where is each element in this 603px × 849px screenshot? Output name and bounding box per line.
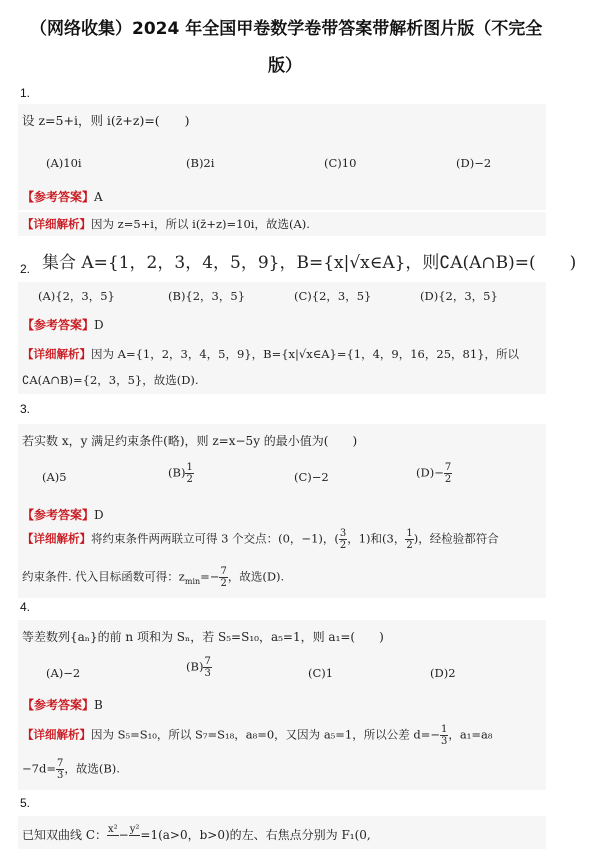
- fraction: [444, 462, 452, 485]
- fraction-numerator: 7: [444, 462, 452, 473]
- explain-text: 将约束条件两两联立可得 3 个交点：(0，−1)，(: [91, 531, 339, 546]
- question-4-explain: [22, 724, 493, 747]
- fraction: [405, 528, 413, 551]
- fraction-denominator: 3: [204, 668, 211, 679]
- question-1-option-a: (A)10i: [46, 156, 82, 170]
- question-4-answer: [22, 696, 103, 713]
- question-number-2: 2.: [20, 262, 31, 276]
- question-2-explain-cont: ∁A(A∩B)={2，3，5}，故选(D).: [22, 373, 199, 387]
- question-1-option-c: (C)10: [324, 156, 357, 170]
- explain-text: 因为 A={1，2，3，4，5，9}，B={x|√x∈A}={1，4，9，16，25，81}，所以: [91, 347, 519, 361]
- page-title-cont: 版）: [268, 56, 302, 76]
- fraction-denominator: 3: [56, 770, 64, 781]
- question-3-explain-cont: [22, 566, 284, 589]
- fraction-numerator: 1: [441, 724, 448, 735]
- stem-text: 已知双曲线 C：: [22, 828, 107, 842]
- question-1-explain-block: [18, 212, 546, 236]
- stem-text: −: [118, 828, 129, 842]
- answer-label: 【参考答案】: [22, 190, 95, 204]
- question-5-block: [18, 816, 546, 849]
- question-2-option-c: (C){2，3，5}: [294, 289, 372, 303]
- fraction-numerator: 7: [204, 656, 211, 667]
- question-3-stem: 若实数 x，y 满足约束条件(略)，则 z=x−5y 的最小值为( ): [22, 434, 358, 448]
- answer-value: D: [94, 318, 104, 332]
- answer-label: 【参考答案】: [22, 508, 95, 522]
- question-3-option-a: (A)5: [42, 470, 67, 484]
- question-1-option-d: (D)−2: [456, 156, 492, 170]
- explain-text: ，故选(B).: [64, 761, 120, 776]
- explain-text: ，故选(D).: [227, 569, 285, 584]
- question-4-explain-cont: [22, 758, 120, 781]
- explain-text: 因为 z=5+i，所以 i(z̄+z)=10i，故选(A).: [91, 217, 310, 231]
- fraction-denominator: 2: [220, 578, 227, 589]
- question-2-option-a: (A){2，3，5}: [38, 289, 115, 303]
- question-1-block: [18, 104, 546, 210]
- question-4-option-d: (D)2: [430, 666, 456, 680]
- option-label: (B): [186, 659, 204, 674]
- question-2-answer: [22, 316, 104, 333]
- explain-label: 【详细解析】: [22, 217, 91, 231]
- question-2-option-b: (B){2，3，5}: [168, 289, 246, 303]
- explain-label: 【详细解析】: [22, 347, 91, 361]
- subscript: min: [184, 576, 201, 586]
- fraction-numerator: 1: [406, 528, 413, 539]
- question-5-stem: [22, 824, 371, 847]
- answer-value: D: [94, 508, 104, 522]
- question-2-option-d: (D){2，3，5}: [420, 289, 498, 303]
- question-4-block: [18, 620, 546, 790]
- question-number-4: 4.: [20, 600, 31, 614]
- question-2-stem: 集合 A={1，2，3，4，5，9}，B={x|√x∈A}，则∁A(A∩B)=( ): [42, 253, 577, 273]
- fraction-numerator: 1: [186, 462, 193, 473]
- question-2-block: [18, 282, 546, 394]
- explain-text: 因为 S₅=S₁₀，所以 S₇=S₁₈，a₈=0，又因为 a₅=1，所以公差 d=−: [91, 727, 441, 742]
- answer-label: 【参考答案】: [22, 698, 95, 712]
- fraction: [203, 656, 211, 679]
- question-3-option-c: (C)−2: [294, 470, 329, 484]
- question-3-answer: [22, 506, 104, 523]
- explain-text: )，经检验都符合: [413, 531, 499, 546]
- fraction-numerator: 7: [56, 758, 64, 769]
- question-4-stem: 等差数列{aₙ}的前 n 项和为 Sₙ，若 S₅=S₁₀，a₅=1，则 a₁=( ): [22, 630, 384, 644]
- fraction-denominator: 3: [441, 736, 448, 747]
- question-1-option-b: (B)2i: [186, 156, 215, 170]
- fraction: [107, 824, 119, 847]
- question-3-explain: [22, 528, 499, 551]
- fraction: [185, 462, 193, 485]
- question-3-option-d: [416, 462, 452, 485]
- fraction-denominator: 2: [444, 474, 452, 485]
- fraction-denominator: 2: [406, 540, 413, 551]
- fraction-numerator: 3: [339, 528, 347, 539]
- stem-text: =1(a>0，b>0)的左、右焦点分别为 F₁(0,: [140, 828, 371, 842]
- question-number-5: 5.: [20, 796, 31, 810]
- question-number-3: 3.: [20, 402, 31, 416]
- question-4-option-b: [186, 656, 212, 679]
- fraction-denominator: 2: [186, 474, 193, 485]
- explain-label: 【详细解析】: [22, 727, 91, 742]
- question-4-option-c: (C)1: [308, 666, 334, 680]
- explain-text: 约束条件. 代入目标函数可得：z: [22, 569, 185, 584]
- fraction-numerator: y²: [129, 824, 140, 835]
- explain-text: ，a₁=a₈: [448, 727, 493, 742]
- question-1-answer: [22, 188, 103, 205]
- fraction: [339, 528, 347, 551]
- page-title: （网络收集）2024 年全国甲卷数学卷带答案带解析图片版（不完全: [30, 19, 543, 39]
- explain-text: ，1)和(3，: [347, 531, 406, 546]
- question-2-explain: [22, 346, 519, 362]
- explain-text: −7d=: [22, 761, 56, 776]
- question-4-option-a: (A)−2: [46, 666, 81, 680]
- option-label: (D)−: [416, 465, 444, 480]
- fraction: [219, 566, 227, 589]
- question-3-option-b: [168, 462, 194, 485]
- fraction-numerator: 7: [220, 566, 227, 577]
- answer-label: 【参考答案】: [22, 318, 95, 332]
- answer-value: B: [94, 698, 103, 712]
- fraction: [129, 824, 141, 847]
- question-number-1: 1.: [20, 86, 31, 100]
- answer-value: A: [94, 190, 103, 204]
- explain-label: 【详细解析】: [22, 531, 91, 546]
- question-3-block: [18, 424, 546, 598]
- fraction-numerator: x²: [108, 824, 118, 835]
- explain-text: =−: [200, 569, 220, 584]
- question-1-explain: [22, 216, 310, 232]
- question-1-stem: 设 z=5+i，则 i(z̄+z)=( ): [22, 113, 190, 128]
- option-label: (B): [168, 465, 186, 480]
- fraction-denominator: 2: [339, 540, 347, 551]
